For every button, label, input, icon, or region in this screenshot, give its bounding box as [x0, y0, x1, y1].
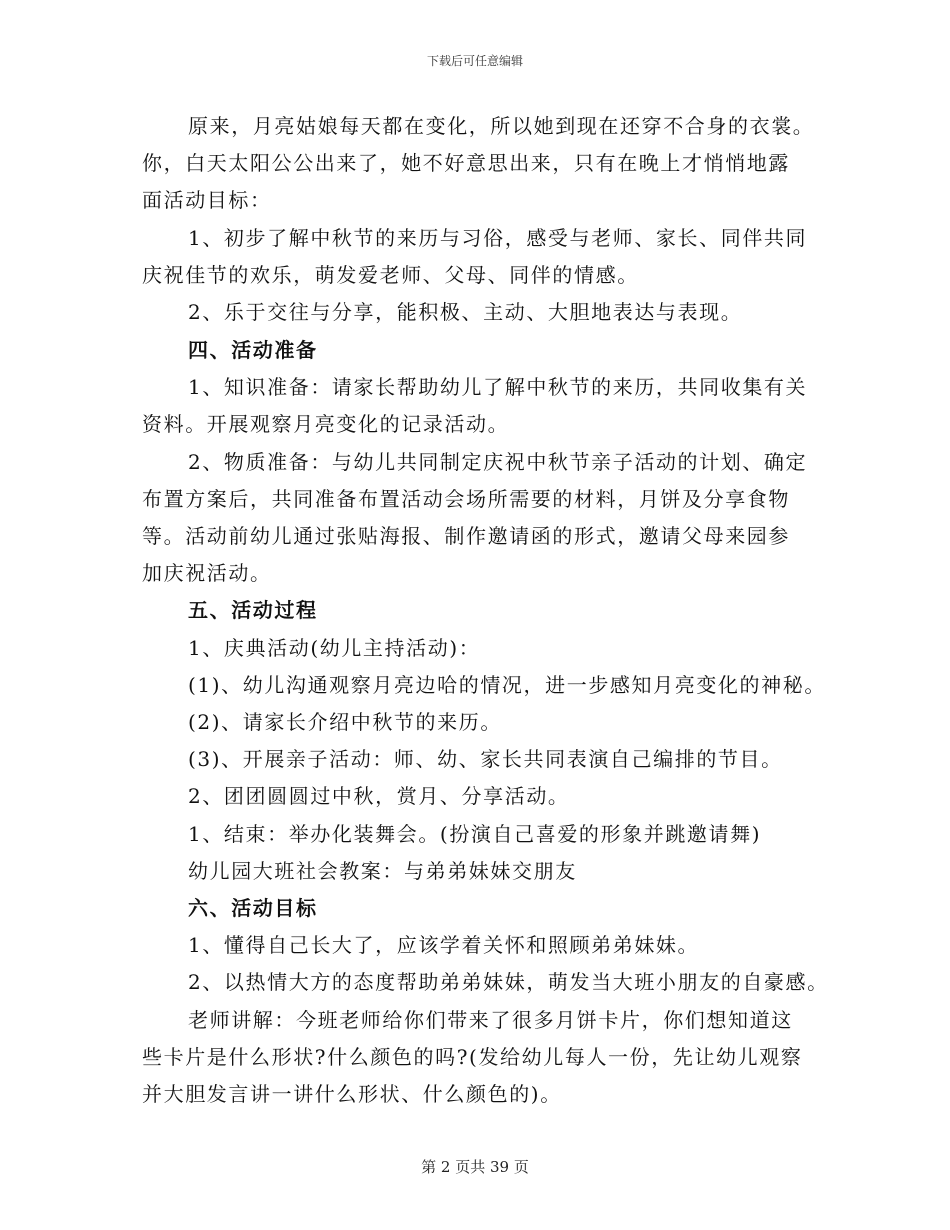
paragraph-line: 2、团团圆圆过中秋，赏月、分享活动。 [188, 784, 570, 808]
paragraph-line: 1、结束：举办化装舞会。(扮演自己喜爱的形象并跳邀请舞) [188, 822, 762, 846]
paragraph-line: 你，白天太阳公公出来了，她不好意思出来，只有在晚上才悄悄地露 [142, 151, 790, 175]
paragraph-line: 些卡片是什么形状?什么颜色的吗?(发给幼儿每人一份，先让幼儿观察 [142, 1045, 803, 1069]
paragraph-line: 原来，月亮姑娘每天都在变化，所以她到现在还穿不合身的衣裳。 [188, 114, 815, 138]
paragraph-line: 1、懂得自己长大了，应该学着关怀和照顾弟弟妹妹。 [188, 933, 700, 957]
paragraph-line: 1、初步了解中秋节的来历与习俗，感受与老师、家长、同伴共同 [188, 226, 808, 250]
paragraph-line: 等。活动前幼儿通过张贴海报、制作邀请函的形式，邀请父母来园参 [142, 524, 790, 548]
paragraph-line: 并大胆发言讲一讲什么形状、什么颜色的)。 [142, 1082, 562, 1106]
page-header: 下载后可任意编辑 [426, 54, 523, 68]
paragraph-line: (3)、开展亲子活动：师、幼、家长共同表演自己编排的节目。 [188, 747, 783, 771]
paragraph-line: 庆祝佳节的欢乐，萌发爱老师、父母、同伴的情感。 [142, 263, 639, 287]
section-heading: 六、活动目标 [188, 896, 318, 920]
paragraph-line: 2、乐于交往与分享，能积极、主动、大胆地表达与表现。 [188, 300, 743, 324]
paragraph-line: (1)、幼儿沟通观察月亮边哈的情况，进一步感知月亮变化的神秘。 [188, 673, 826, 697]
page-footer: 第 2 页共 39 页 [421, 1158, 529, 1176]
paragraph-line: (2)、请家长介绍中秋节的来历。 [188, 710, 502, 734]
section-heading: 四、活动准备 [188, 338, 318, 362]
paragraph-line: 2、物质准备：与幼儿共同制定庆祝中秋节亲子活动的计划、确定 [188, 450, 808, 474]
paragraph-line: 老师讲解：今班老师给你们带来了很多月饼卡片，你们想知道这 [188, 1008, 793, 1032]
paragraph-line: 2、以热情大方的态度帮助弟弟妹妹，萌发当大班小朋友的自豪感。 [188, 970, 829, 994]
paragraph-line: 布置方案后，共同准备布置活动会场所需要的材料，月饼及分享食物 [142, 487, 790, 511]
paragraph-line: 1、知识准备：请家长帮助幼儿了解中秋节的来历，共同收集有关 [188, 375, 808, 399]
paragraph-line: 资料。开展观察月亮变化的记录活动。 [142, 412, 510, 436]
paragraph-line: 幼儿园大班社会教案：与弟弟妹妹交朋友 [188, 859, 577, 883]
paragraph-line: 加庆祝活动。 [142, 561, 272, 585]
paragraph-line: 面活动目标： [142, 188, 272, 212]
paragraph-line: 1、庆典活动(幼儿主持活动)： [188, 636, 481, 660]
section-heading: 五、活动过程 [188, 598, 318, 622]
